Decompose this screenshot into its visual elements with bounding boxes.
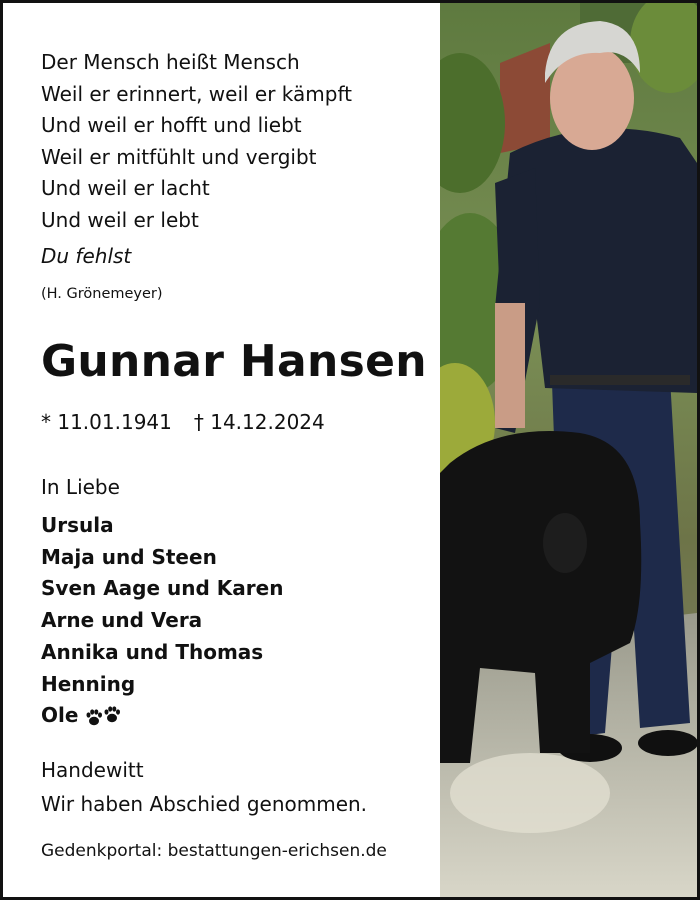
- poem-line: Der Mensch heißt Mensch: [41, 50, 300, 74]
- paw-prints-icon: [84, 706, 124, 728]
- mourner-name: Henning: [41, 671, 136, 696]
- mourner-name: Arne und Vera: [41, 608, 203, 633]
- deceased-name: Gunnar Hansen: [41, 336, 427, 387]
- mourner-name: Annika und Thomas: [41, 639, 264, 664]
- death-date: † 14.12.2024: [193, 410, 325, 434]
- poem: [41, 47, 352, 237]
- mourners-intro: In Liebe: [41, 475, 120, 499]
- mourner-name: Sven Aage und Karen: [41, 576, 284, 601]
- poem-author: (H. Grönemeyer): [41, 286, 163, 302]
- town: Handewitt: [41, 758, 144, 782]
- mourner-name: Ursula: [41, 513, 114, 537]
- mourners-list: [41, 510, 283, 732]
- poem-quote: Du fehlst: [41, 244, 132, 268]
- birth-date: * 11.01.1941: [41, 410, 172, 434]
- mourner-name: Ole: [41, 703, 79, 728]
- memorial-portal: Gedenkportal: bestattungen-erichsen.de: [41, 841, 387, 861]
- life-dates: [41, 410, 325, 434]
- mourner-item: [41, 700, 283, 732]
- poem-line: Und weil er lebt: [41, 207, 199, 232]
- portrait-photo: [440, 3, 697, 897]
- poem-line: Und weil er lacht: [41, 176, 210, 201]
- poem-line: Weil er mitfühlt und vergibt: [41, 144, 317, 169]
- farewell-text: Wir haben Abschied genommen.: [41, 792, 368, 816]
- poem-line: Und weil er hofft und liebt: [41, 113, 302, 138]
- mourner-name: Maja und Steen: [41, 544, 217, 569]
- poem-line: Weil er erinnert, weil er kämpft: [41, 81, 352, 106]
- text-column: [41, 3, 441, 897]
